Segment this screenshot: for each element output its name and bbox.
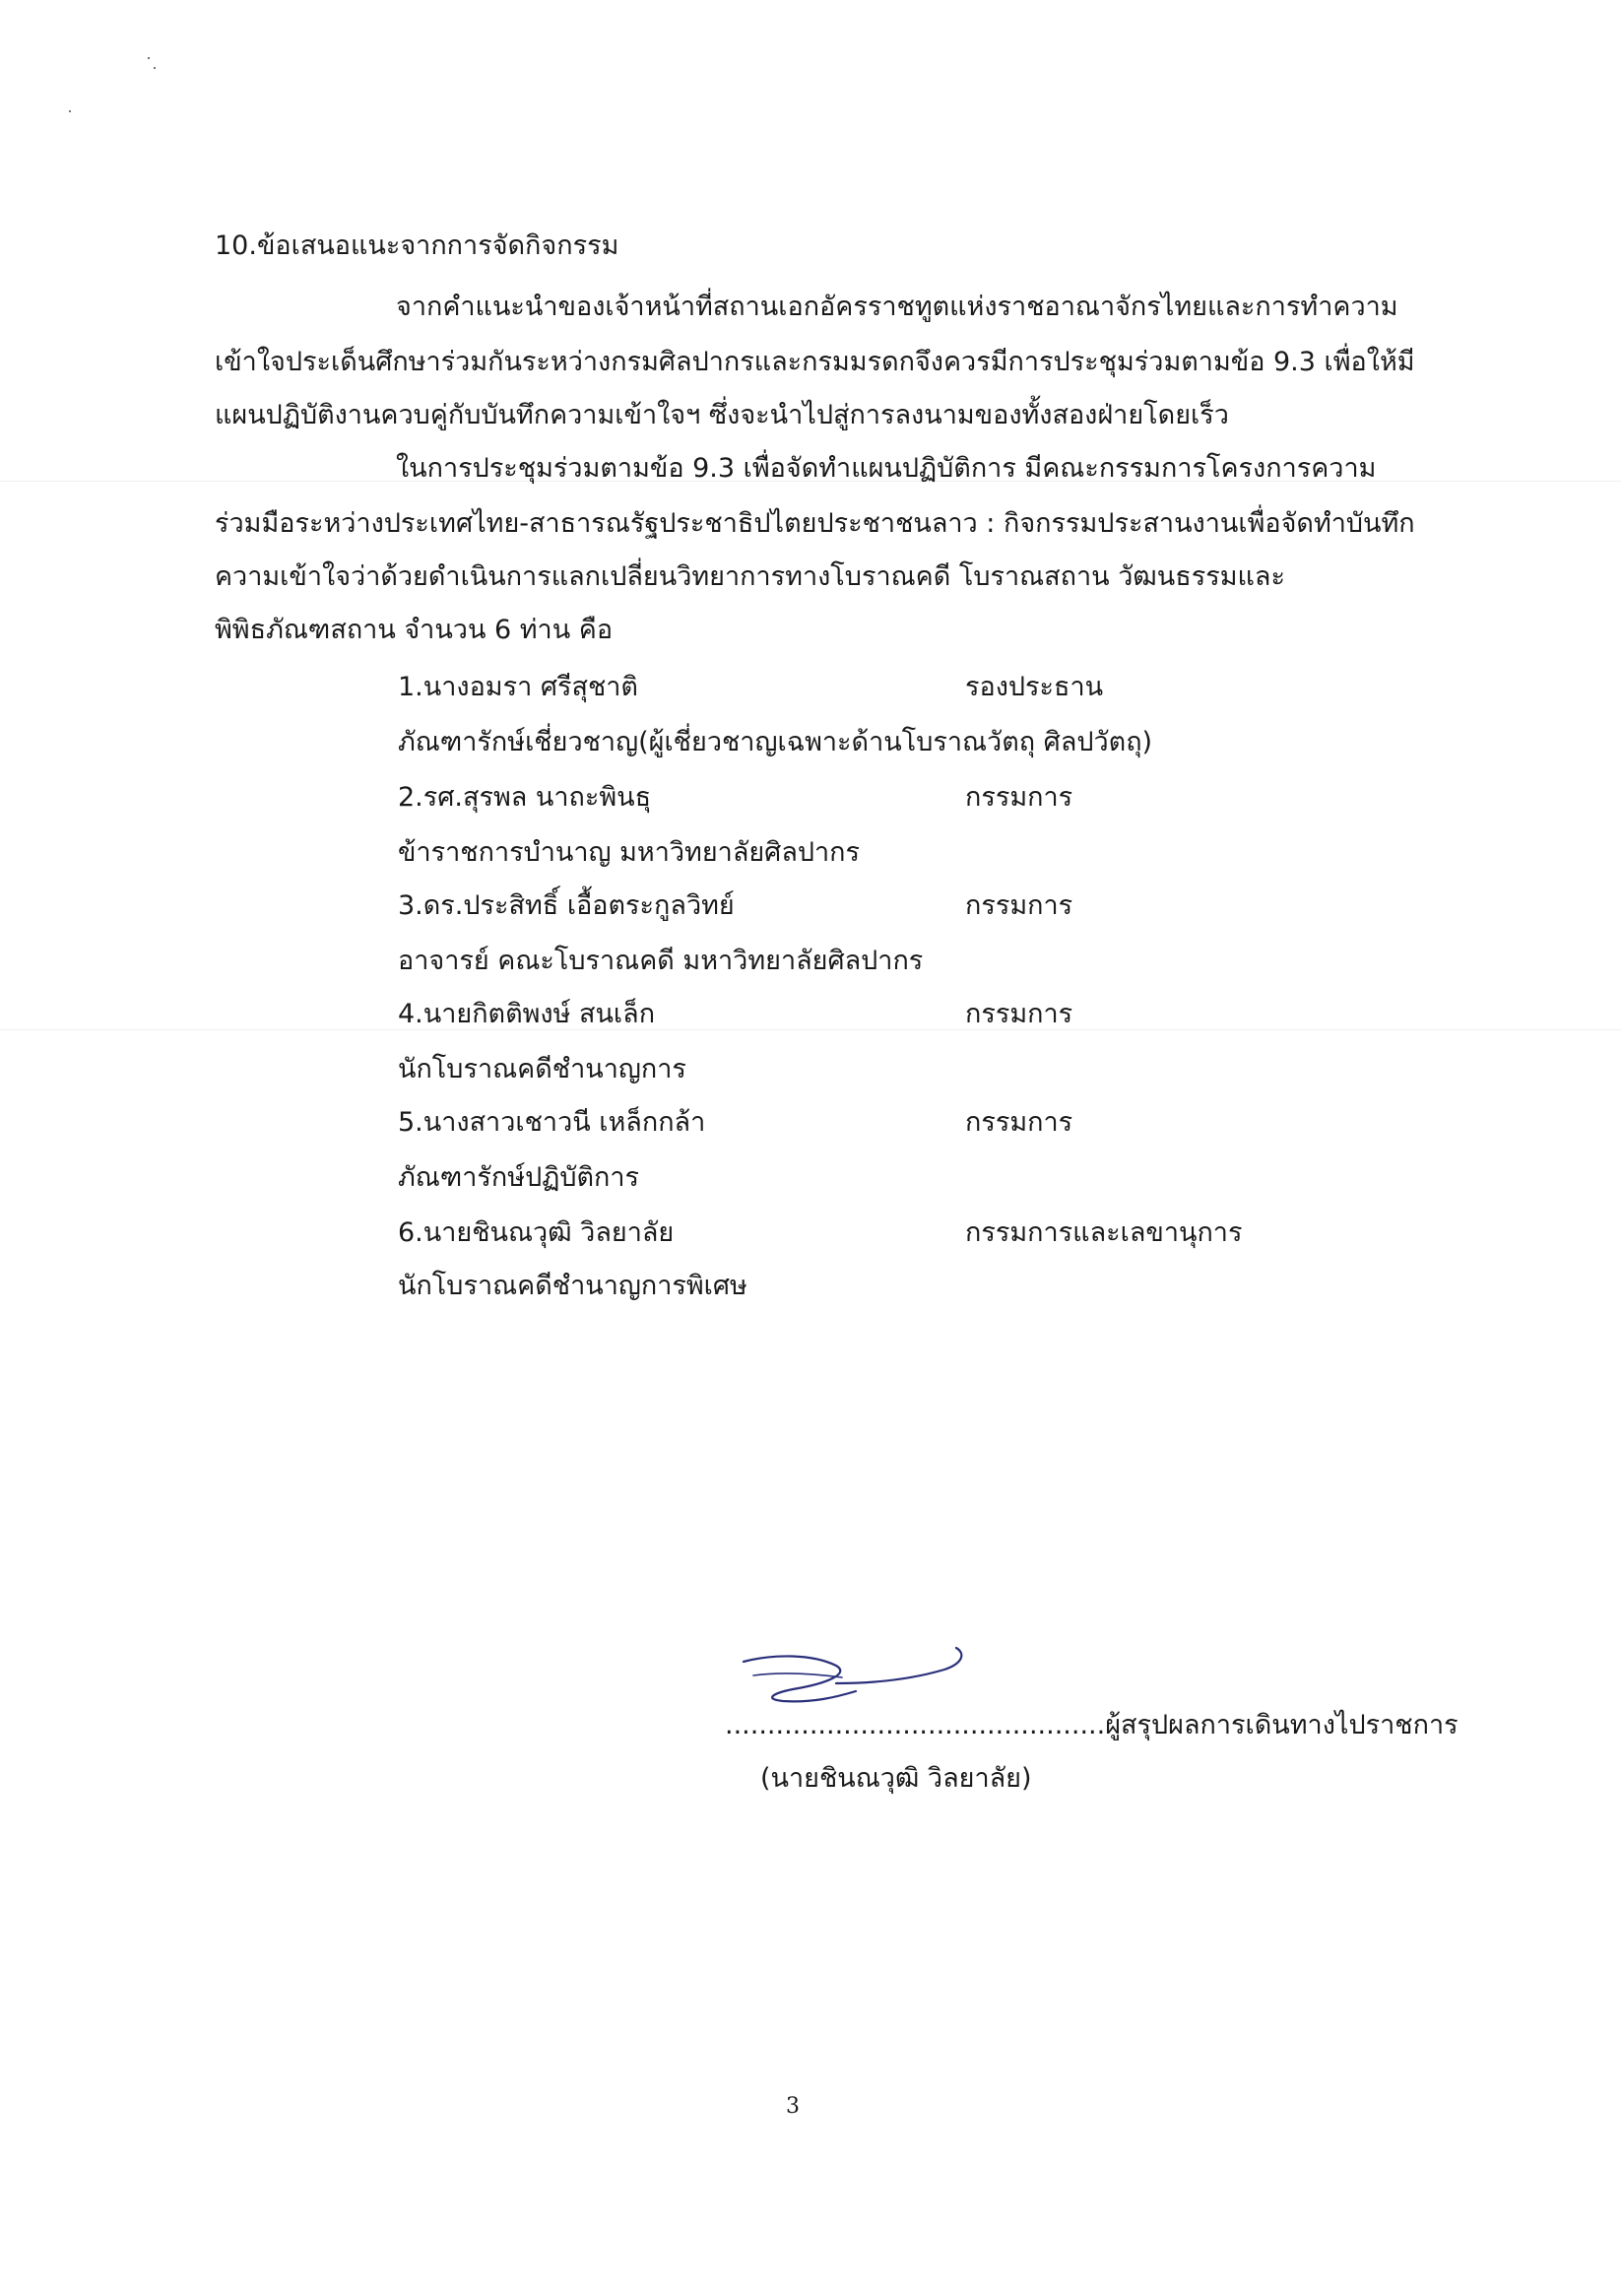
member-role: กรรมการ [965,1107,1073,1138]
member-title: ข้าราชการบำนาญ มหาวิทยาลัยศิลปากร [398,837,861,868]
handwritten-signature [734,1640,990,1719]
scan-speck [148,57,150,59]
member-title: นักโบราณคดีชำนาญการพิเศษ [398,1271,747,1301]
page-number: 3 [786,2094,800,2119]
para1-line-3: แผนปฏิบัติงานควบคู่กับบันทึกความเข้าใจฯ ซึ่งจะนำไปสู่การลงนามของทั้งสองฝ่ายโดยเร็ว [215,400,1229,430]
member-role: กรรมการ [965,890,1073,921]
para2-line-2: ร่วมมือระหว่างประเทศไทย-สาธารณรัฐประชาธิปไตยประชาชนลาว : กิจกรรมประสานงานเพื่อจัดทำบันทึก [215,508,1415,539]
member-title: ภัณฑารักษ์ปฏิบัติการ [398,1162,640,1193]
member-name: 6.นายชินณวุฒิ วิลยาลัย [398,1217,675,1248]
member-title: นักโบราณคดีชำนาญการ [398,1054,686,1084]
member-name: 4.นายกิตติพงษ์ สนเล็ก [398,999,656,1029]
para2-line-3: ความเข้าใจว่าด้วยดำเนินการแลกเปลี่ยนวิทยาการทางโบราณคดี โบราณสถาน วัฒนธรรมและ [215,561,1285,592]
member-name: 3.ดร.ประสิทธิ์ เอื้อตระกูลวิทย์ [398,890,735,921]
member-role: รองประธาน [965,672,1104,702]
member-role: กรรมการ [965,999,1073,1029]
member-title: อาจารย์ คณะโบราณคดี มหาวิทยาลัยศิลปากร [398,946,924,976]
scan-speck [69,110,71,112]
member-name: 1.นางอมรา ศรีสุชาติ [398,672,638,702]
section-heading: 10.ข้อเสนอแนะจากการจัดกิจกรรม [215,230,619,261]
signer-name: (นายชินณวุฒิ วิลยาลัย) [760,1763,1032,1794]
para1-line-1: จากคำแนะนำของเจ้าหน้าที่สถานเอกอัครราชทูตแห่งราชอาณาจักรไทยและการทำความ [396,292,1398,322]
scan-speck [154,67,156,69]
member-name: 2.รศ.สุรพล นาถะพินธุ [398,782,652,813]
member-role: กรรมการและเลขานุการ [965,1217,1243,1248]
member-name: 5.นางสาวเชาวนี เหล็กกล้า [398,1107,706,1138]
member-title: ภัณฑารักษ์เชี่ยวชาญ(ผู้เชี่ยวชาญเฉพาะด้านโบราณวัตถุ ศิลปวัตถุ) [398,727,1153,757]
para1-line-2: เข้าใจประเด็นศึกษาร่วมกันระหว่างกรมศิลปากรและกรมมรดกจึงควรมีการประชุมร่วมตามข้อ 9.3 เพื่อให้มี [215,347,1415,377]
para2-line-4: พิพิธภัณฑสถาน จำนวน 6 ท่าน คือ [215,615,614,645]
member-role: กรรมการ [965,782,1073,813]
signature-line: .............................................ผู้สรุปผลการเดินทางไปราชการ [725,1710,1459,1740]
scan-artifact-line [0,1029,1621,1030]
para2-line-1: ในการประชุมร่วมตามข้อ 9.3 เพื่อจัดทำแผนปฏิบัติการ มีคณะกรรมการโครงการความ [396,453,1377,484]
